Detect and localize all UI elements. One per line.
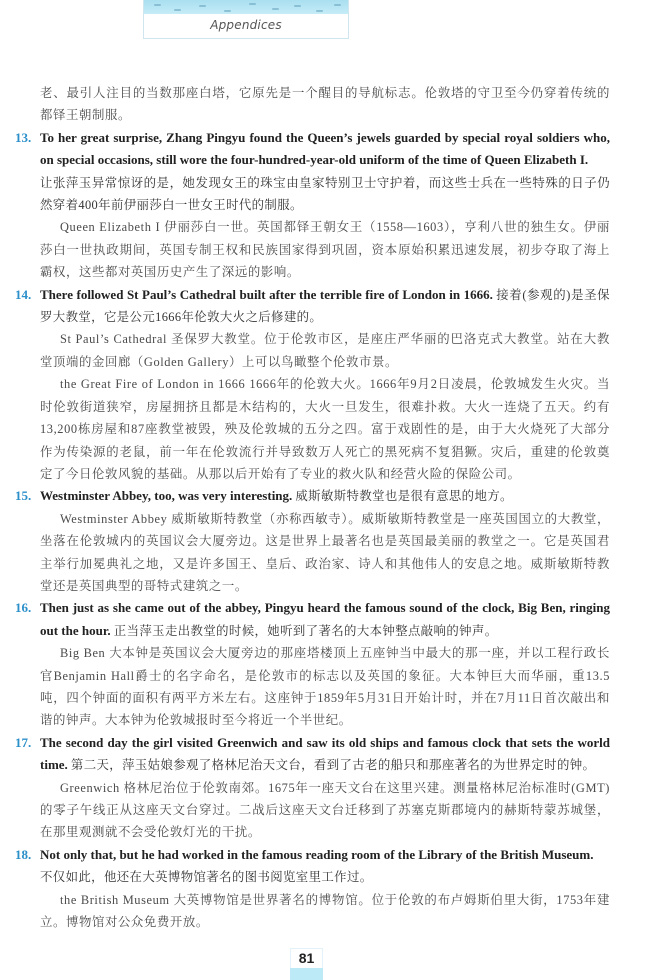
item-english: The second day the girl visited Greenwich and saw its old ships and famous clock that sets the world time. [40,734,610,773]
note-text: 伊丽莎白一世。英国都铎王朝女王（1558—1603），亨利八世的独生女。伊丽莎白一世执政期间，英国专制王权和民族国家得到巩固，资本原始积累迅速发展，初步夺取了海上霸权，这些都对英国历史产生了深远的影响。 [40,220,610,280]
note-term: Westminster Abbey [60,511,168,526]
note [40,373,610,485]
water-decoration [144,0,348,14]
item-english: To her great surprise, Zhang Pingyu found the Queen’s jewels guarded by special royal soldiers who, on special occasions, still wore the four-hundred-year-old uniform of the time of Queen Elizabeth I. [40,129,610,168]
item-number: 17. [15,734,32,750]
item-number: 15. [15,488,32,504]
item-number: 13. [15,129,32,145]
item-number: 14. [15,286,32,302]
item-english: Then just as she came out of the abbey, Pingyu heard the famous sound of the clock, Big Ben, ringing out the hour. [40,600,610,638]
section-header-banner [143,0,349,39]
intro-continuation: 老、最引人注目的当数那座白塔，它原先是一个醒目的导航标志。伦敦塔的守卫至今仍穿着传统的都铎王朝制服。 [40,86,610,123]
note-text: 格林尼治位于伦敦南郊。1675年一座天文台在这里兴建。测量格林尼治标准时(GMT)的零子午线正从这座天文台穿过。二战后这座天文台迁移到了苏塞克斯郡境内的赫斯特蒙苏城堡，在那里观测就不会受伦敦灯光的干扰。 [40,780,610,840]
item-translation: 不仅如此，他还在大英博物馆著名的图书阅览室里工作过。 [40,870,373,885]
note-term: the British Museum [60,892,170,907]
note [40,777,610,844]
page-number-bar [290,968,323,980]
note-text: 1666年的伦敦大火。1666年9月2日凌晨，伦敦城发生火灾。当时伦敦街道狭窄，房屋拥挤且都是木结构的，大火一旦发生，很难扑救。大火一连烧了五天。约有13,200栋房屋和87座教堂被毁，殃及伦敦城的五分之四。富于戏剧性的是，由于大火烧死了大部分作为传染源的老鼠，前一年在伦敦流行并导致数万人死亡的黑死病不复猖獗。灾后，重建的伦敦奠定了今日伦敦风貌的基础。从那以后开始有了专业的救火队和经营火险的保险公司。 [40,377,611,481]
list-item-14 [15,284,611,486]
list-item-17 [15,732,610,844]
item-translation: 威斯敏斯特教堂也是很有意思的地方。 [295,489,513,504]
item-english: There followed St Paul’s Cathedral built after the terrible fire of London in 1666. [40,286,493,302]
note-term: the Great Fire of London in 1666 [60,377,246,392]
section-title: Appendices [210,18,282,32]
note-text: 大英博物馆是世界著名的博物馆。位于伦敦的布卢姆斯伯里大街，1753年建立。博物馆对公众免费开放。 [40,892,610,930]
item-number: 16. [15,600,32,616]
list-item-16 [15,597,610,731]
page-number: 81 [290,948,323,968]
item-english: Westminster Abbey, too, was very interesting. [40,488,293,504]
note-term: St Paul’s Cathedral [60,332,168,347]
item-number: 18. [15,846,32,862]
note-term: Big Ben [60,646,106,661]
note-text: 大本钟是英国议会大厦旁边的那座塔楼顶上五座钟当中最大的那一座，并以工程行政长官Benjamin Hall爵士的名字命名，是伦敦市的标志以及英国的象征。大本钟巨大而华丽，重13.5吨，四个钟面的面积有两平方米左右。这座钟于1859年5月31日开始计时，并在7月11日首次敲出和谐的钟声。大本钟为伦敦城报时至今将近一个半世纪。 [40,646,610,728]
note-term: Greenwich [60,780,120,795]
note [40,216,610,283]
page-content [15,82,611,933]
item-translation: 接着(参观的)是圣保罗大教堂，它是公元1666年伦敦大火之后修建的。 [40,287,610,325]
note-text: 威斯敏斯特教堂（亦称西敏寺）。威斯敏斯特教堂是一座英国国立的大教堂，坐落在伦敦城内的英国议会大厦旁边。这是世界上最著名也是英国最美丽的教堂之一。它是英国君主举行加冕典礼之地，又是许多国王、皇后、政治家、诗人和其他伟人的安息之地。威斯敏斯特教堂还是英国典型的哥特式建筑之一。 [40,511,611,593]
list-item-13 [15,127,610,284]
note [40,889,610,934]
list-item-18 [15,844,610,934]
page-number-block [290,948,323,979]
note [40,642,610,732]
note-term: Queen Elizabeth I [60,220,161,235]
note [40,328,610,373]
note-text: 圣保罗大教堂。位于伦敦市区，是座庄严华丽的巴洛克式大教堂。站在大教堂顶端的金回廊（Golden Gallery）上可以鸟瞰整个伦敦市景。 [40,332,610,369]
note [40,508,610,598]
item-translation: 让张萍玉异常惊讶的是，她发现女王的珠宝由皇家特别卫士守护着，而这些士兵在一些特殊的日子仍然穿着400年前伊丽莎白一世女王时代的制服。 [40,175,610,213]
item-translation: 正当萍玉走出教堂的时候，她听到了著名的大本钟整点敲响的钟声。 [113,623,498,638]
list-item-15 [15,485,611,597]
item-translation: 第二天，萍玉姑娘参观了格林尼治天文台，看到了古老的船只和那座著名的为世界定时的钟。 [70,758,596,773]
item-english: Not only that, but he had worked in the famous reading room of the Library of the British Museum. [40,846,594,862]
